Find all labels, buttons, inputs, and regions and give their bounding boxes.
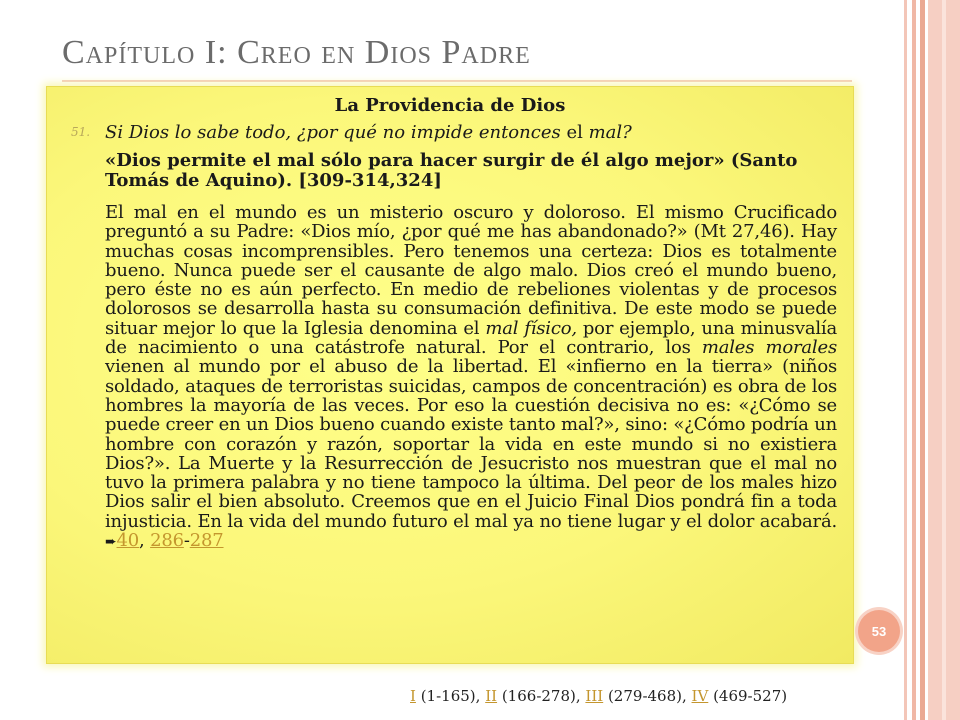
body-text-1: El mal en el mundo es un misterio oscuro y doloroso. El mismo Crucificado preguntó a su Padre: «Dios mío, ¿por qué me has abandonado?» (Mt 27,46). Hay muchas cosas incomprensibles. Pero tenemos una certeza: Dios es totalmente bueno. Nunca puede ser el causante de algo malo. Dios creó el mundo bueno, pero éste no es aún perfecto. En medio de rebeliones violentas y de procesos dolorosos se desarrolla hasta su consumación definitiva. De este modo se puede situar mejor lo que la Iglesia denomina el — [105, 202, 837, 339]
footer-link-part-4[interactable]: IV — [691, 687, 709, 705]
content-box — [46, 86, 854, 664]
body-emphasis-1: mal físico, — [485, 317, 577, 339]
decor-stripe — [920, 0, 925, 720]
body-emphasis-2: males morales — [701, 337, 837, 359]
footer-link-part-3[interactable]: III — [585, 687, 604, 705]
slide-title: Capítulo I: Creo en Dios Padre — [62, 34, 531, 71]
reference-separator: - — [183, 530, 190, 552]
body-text-2: por ejemplo, una minusvalía de nacimiento o una catástrofe natural. Por el contrario, los — [105, 317, 837, 359]
body-text-3: vienen al mundo por el abuso de la libertad. El «infierno en la tierra» (niños soldado, ataques de terroristas suicidas, campos de concentración) es obra de los hombres la mayoría de las veces. Por eso la cuestión decisiva no es: «¿Cómo se puede creer en un Dios bueno cuando existe tanto mal?», sino: «¿Cómo podría un hombre con corazón y razón, soportar la vida en este mundo si no existiera Dios?». La Muerte y la Resurrección de Jesucristo nos muestran que el mal no tuvo la primera palabra y no tiene tampoco la última. Del peor de los males hizo Dios salir el bien absoluto. Creemos que en el Juicio Final Dios pondrá fin a toda injusticia. En la vida del mundo futuro el mal ya no tiene lugar y el dolor acabará. — [105, 356, 837, 532]
question-end: mal? — [588, 122, 632, 143]
reference-link-286[interactable]: 286 — [150, 530, 184, 552]
footer-range: (166-278), — [497, 687, 586, 705]
reference-link-287[interactable]: 287 — [189, 530, 224, 552]
quote: «Dios permite el mal sólo para hacer surgir de él algo mejor» (Santo Tomás de Aquino). [309-314,324] — [105, 150, 798, 191]
footer-range: (279-468), — [603, 687, 692, 705]
footer-range: (469-527) — [708, 687, 788, 705]
body-paragraph — [105, 203, 837, 552]
question — [63, 122, 837, 143]
footer-link-part-2[interactable]: II — [485, 687, 498, 705]
footer-link-part-1[interactable]: I — [410, 687, 416, 705]
footer-navigation — [410, 687, 787, 705]
section-heading: La Providencia de Dios — [334, 95, 566, 116]
page-number-badge: 53 — [858, 610, 900, 652]
decor-stripe — [904, 0, 907, 720]
question-text: Si Dios lo sabe todo, ¿por qué no impide entonces — [105, 122, 561, 143]
question-connector: el — [560, 122, 589, 143]
footer-range: (1-165), — [415, 687, 486, 705]
title-divider — [62, 80, 852, 82]
reference-separator: , — [139, 530, 151, 552]
decor-stripe — [942, 0, 946, 720]
reference-link-40[interactable]: 40 — [116, 530, 140, 552]
question-number: 51. — [71, 125, 91, 139]
decor-stripe — [912, 0, 916, 720]
reference-arrow-icon: ➨ — [105, 534, 117, 551]
